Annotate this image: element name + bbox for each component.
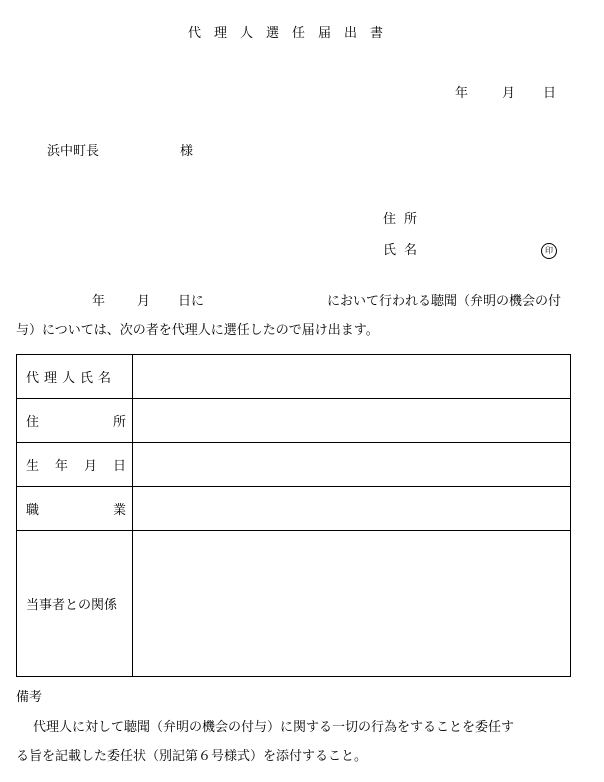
label-occupation-char-2: 業 <box>112 503 126 518</box>
seal-mark: 印 <box>541 243 557 259</box>
label-agent-name-text: 代理人氏名 <box>26 371 117 386</box>
label-birthdate-char-3: 月 <box>83 459 97 474</box>
table-row-address <box>17 399 571 443</box>
label-birthdate-char-1: 生 <box>26 459 40 474</box>
hearing-month-label: 月 <box>137 294 151 309</box>
remarks-line2: る旨を記載した委任状（別記第６号様式）を添付すること。 <box>16 749 368 764</box>
value-occupation[interactable] <box>133 487 571 531</box>
addressee-honorific: 様 <box>180 144 194 159</box>
addressee-name: 浜中町長 <box>47 144 100 159</box>
label-birthdate-char-4: 日 <box>112 459 126 474</box>
remarks-heading: 備考 <box>16 690 43 705</box>
table-row-agent-name <box>17 355 571 399</box>
value-address[interactable] <box>133 399 571 443</box>
label-relationship-text: 当事者との関係 <box>26 598 118 613</box>
table-row-occupation <box>17 487 571 531</box>
label-address <box>17 399 133 443</box>
label-birthdate <box>17 443 133 487</box>
label-address-char-2: 所 <box>112 415 126 430</box>
value-agent-name[interactable] <box>133 355 571 399</box>
label-occupation <box>17 487 133 531</box>
label-address-spread <box>26 411 126 430</box>
table-row-relationship <box>17 531 571 677</box>
agent-info-table <box>16 354 571 677</box>
label-birthdate-spread <box>26 455 126 474</box>
hearing-day-label: 日に <box>178 294 205 309</box>
label-occupation-spread <box>26 499 126 518</box>
label-agent-name <box>17 355 133 399</box>
body-text-line2: 与）については、次の者を代理人に選任したので届け出ます。 <box>16 323 379 338</box>
applicant-address-label: 住所 <box>383 212 426 227</box>
hearing-year-label: 年 <box>92 294 106 309</box>
date-month-label: 月 <box>502 86 516 101</box>
applicant-name-label: 氏名 <box>383 243 426 258</box>
date-year-label: 年 <box>455 86 469 101</box>
date-day-label: 日 <box>543 86 557 101</box>
label-birthdate-char-2: 年 <box>54 459 68 474</box>
value-relationship[interactable] <box>133 531 571 677</box>
label-address-char-1: 住 <box>26 415 40 430</box>
document-title: 代理人選任届出書 <box>187 26 396 41</box>
body-text-line1: において行われる聴聞（弁明の機会の付 <box>327 294 562 309</box>
remarks-line1: 代理人に対して聴聞（弁明の機会の付与）に関する一切の行為をすることを委任す <box>33 720 515 735</box>
table-row-birthdate <box>17 443 571 487</box>
value-birthdate[interactable] <box>133 443 571 487</box>
label-relationship <box>17 531 133 677</box>
label-occupation-char-1: 職 <box>26 503 40 518</box>
